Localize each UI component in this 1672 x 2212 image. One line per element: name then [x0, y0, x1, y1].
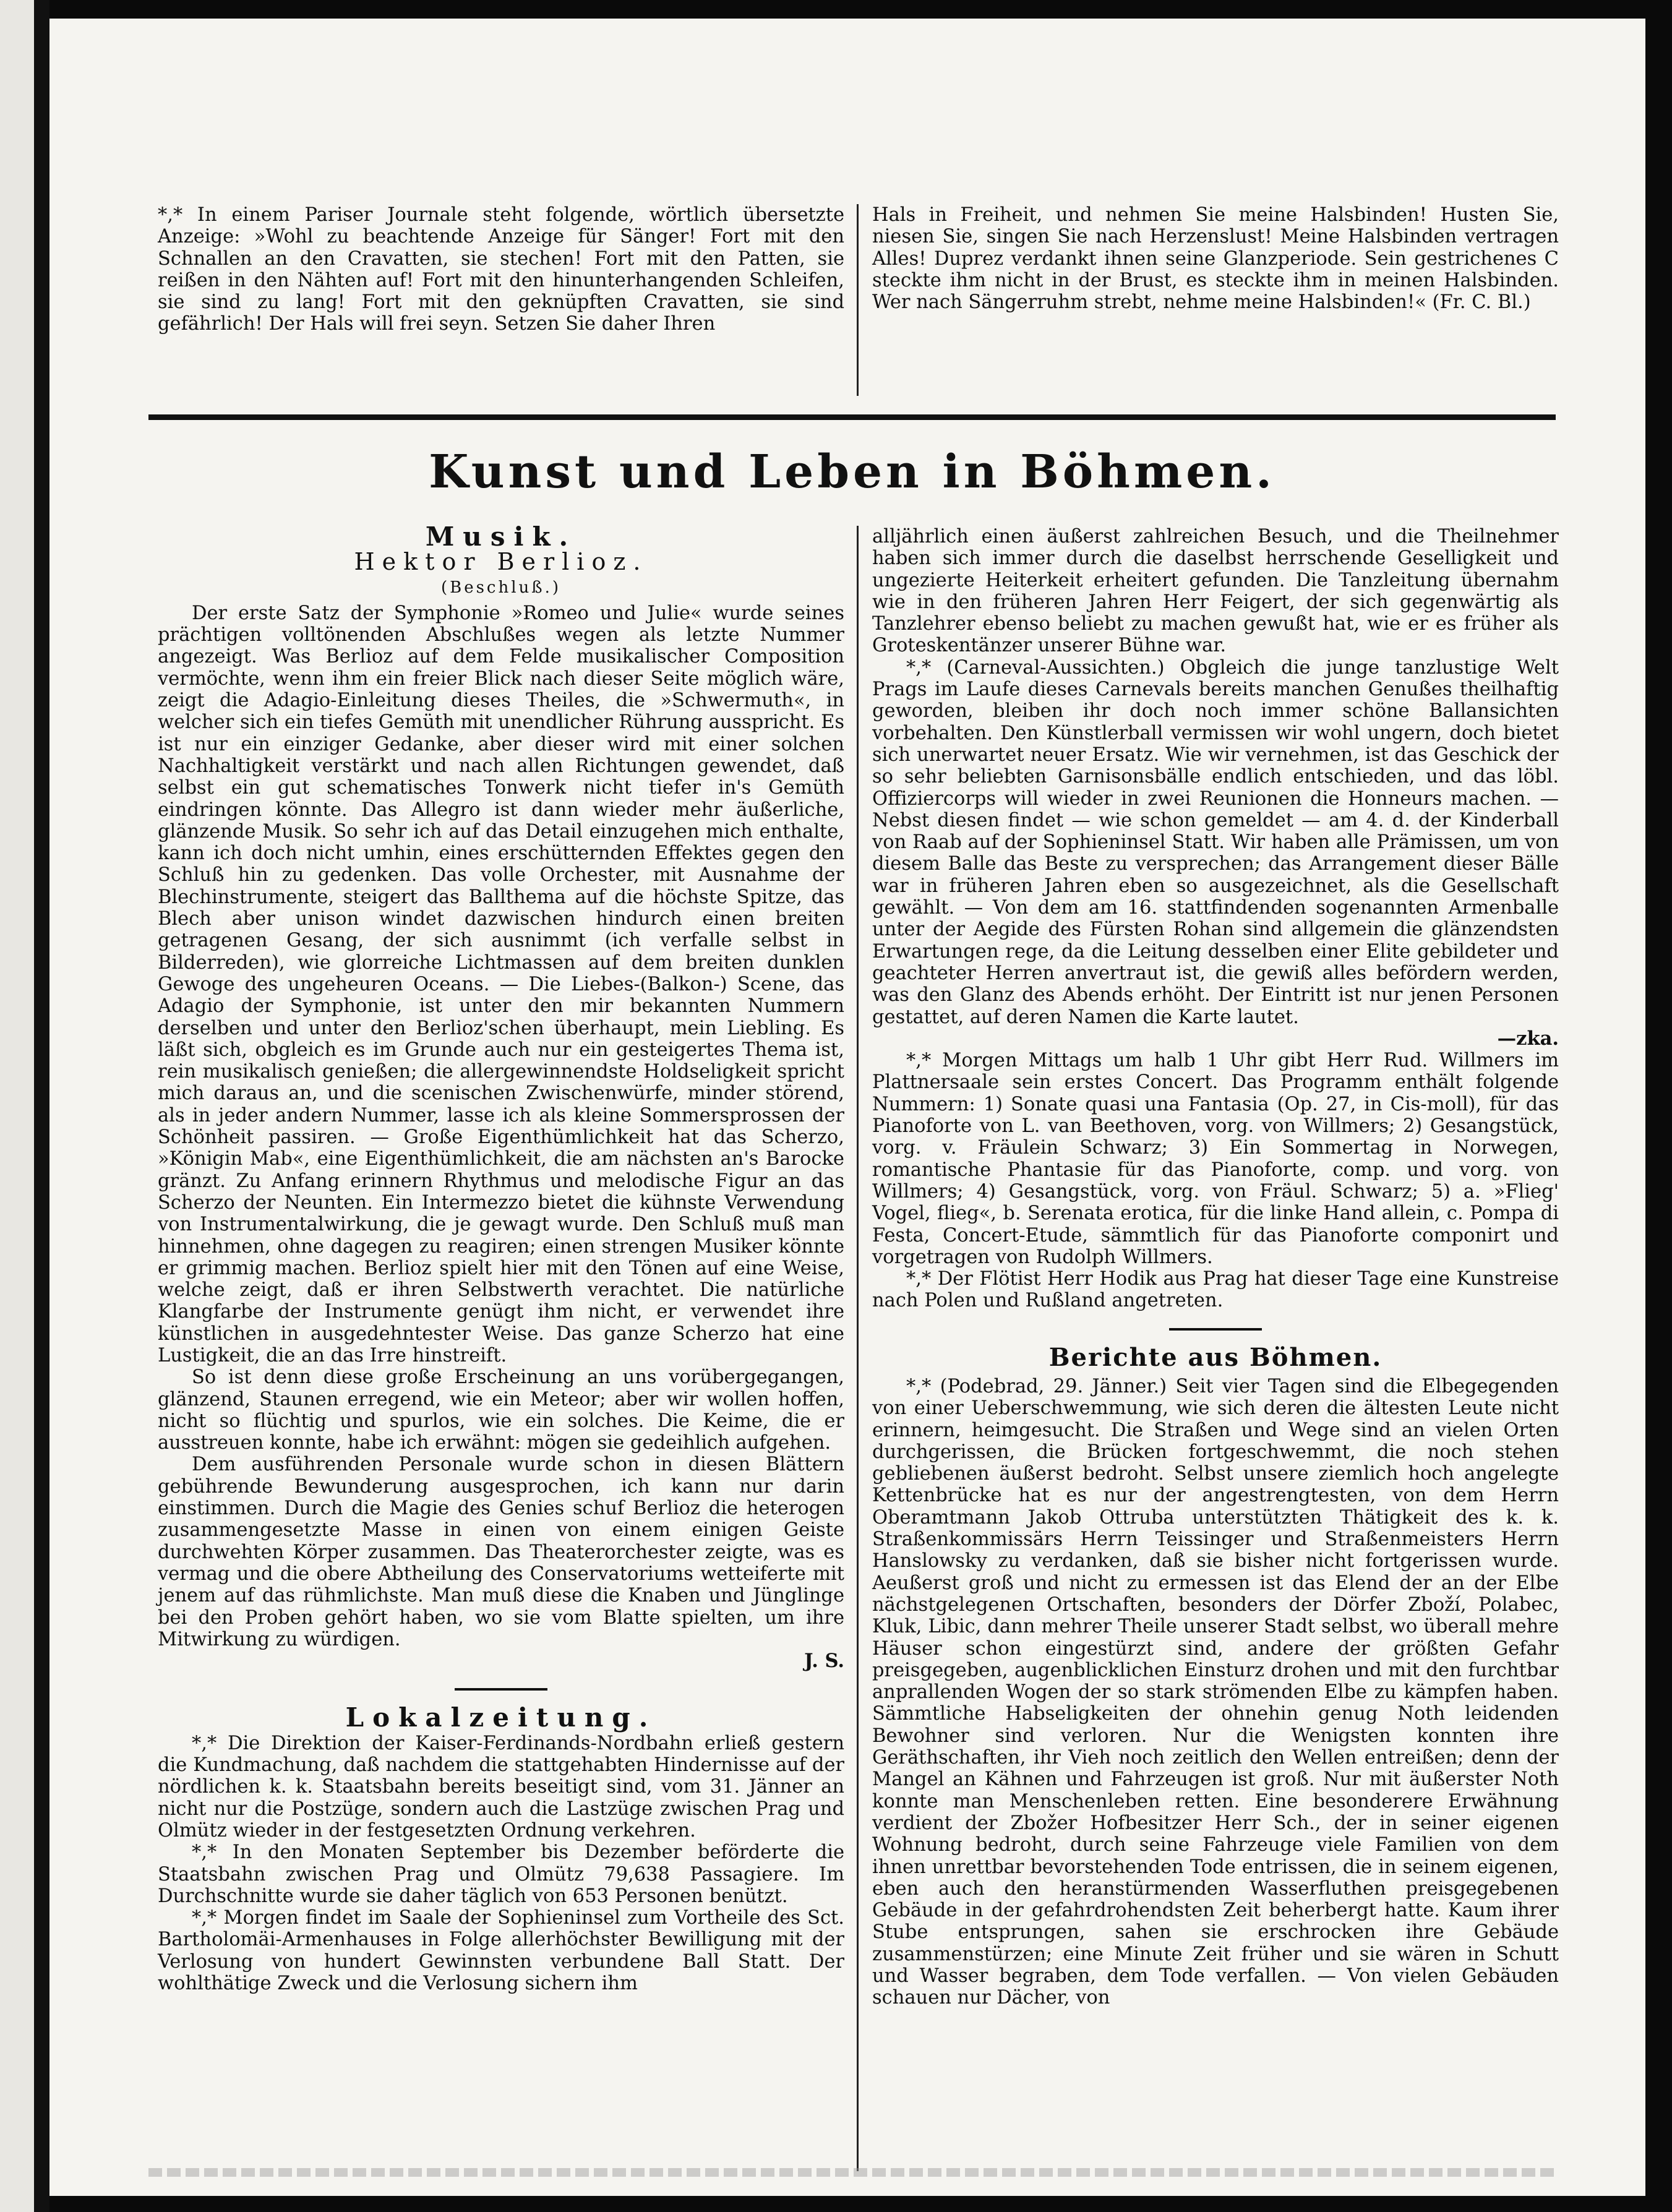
right-page-edge [1645, 0, 1672, 2212]
lokal-paragraph: *,* Morgen findet im Saale der Sophieninsel zum Vortheile des Sct. Bartholomäi-Armenhauses in Folge allerhöchster Bewilligung mit der Verlosung von hundert Gewinnsten verbundene Ball Statt. Der wohlthätige Zweck und die Verlosung sichern ihm [158, 1907, 844, 1994]
musik-paragraph: Dem ausführenden Personale wurde schon in diesen Blättern gebührende Bewunderung ausgesprochen, ich kann nur darin einstimmen. Durch die Magie des Genies schuf Berlioz die heterogen zusammengesetzte Masse in einen von einem einigen Geiste durchwehten Körper zusammen. Das Theaterorchester zeigte, was es vermag und die obere Abtheilung des Conservatoriums wetteiferte mit jenem auf das rühmlichste. Man muß diese die Knaben und Jünglinge bei den Proben gehört haben, wo sie vom Blatte spielten, um ihre Mitwirkung zu würdigen. [158, 1454, 844, 1650]
berichte-heading: Berichte aus Böhmen. [1048, 1342, 1383, 1372]
short-divider [1169, 1328, 1262, 1331]
musik-continuation-note: (Beschluß.) [440, 578, 562, 597]
bottom-bleed-through [148, 2168, 1556, 2177]
berichte-paragraph: *,* (Podebrad, 29. Jänner.) Seit vier Tagen sind die Elbegegenden von einer Ueberschwemmung, wie sich deren die ältesten Leute nicht erinnern, heimgesucht. Die Straßen und Wege sind an vielen Orten durchgerissen, die Brücken fortgeschwemmt, die noch stehen gebliebenen äußerst bedroht. Selbst unsere ziemlich hoch angelegte Kettenbrücke hat es nur der angestrengtesten, von dem Herrn Oberamtmann Jakob Ottruba unterstützten Thätigkeit des k. k. Straßenkommissärs Herrn Teissinger und Straßenmeisters Herrn Hanslowsky zu verdanken, daß sie bisher nicht fortgerissen wurde. Aeußerst groß und nicht zu ermessen ist das Elend der an der Elbe nächstgelegenen Ortschaften, besonders der Dörfer Zboží, Polabec, Kluk, Libic, dann mehrer Theile unserer Stadt selbst, wo überall mehre Häuser schon eingestürzt sind, andere der größten Gefahr preisgegeben, augenblicklichen Einsturz drohen und mit den furchtbar anprallenden Wogen der so stark strömenden Elbe zu kämpfen haben. Sämmtliche Habseligkeiten der ohnehin genug Noth leidenden Bewohner sind verloren. Nur die Wenigsten konnten ihre Geräthschaften, ihr Vieh noch zeitlich den Wellen entreißen; denn der Mangel an Kähnen und Fahrzeugen ist groß. Nur mit äußerster Noth konnte man Menschenleben retten. Eine besonderere Erwähnung verdient der Zbožer Hofbesitzer Herr Sch., der in seiner eigenen Wohnung bedroht, durch seine Fahrzeuge viele Familien von dem ihnen unrettbar bevorstehenden Tode entrissen, die in seinem eigenen, eben auch den heranstürmenden Wasserfluthen preisgegebenen Gebäude in der gefahrdrohendsten Zeit beherbergt hatte. Kaum ihrer Stube entsprungen, sahen sie erschrocken ihre Gebäude zusammenstürzen; eine Minute Zeit früher und sie wären in Schutt und Wasser begraben, dem Tode verfallen. — Von vielen Gebäuden schauen nur Dächer, von [872, 1375, 1559, 2009]
column-divider [857, 526, 859, 2171]
top-notice-right [872, 204, 1559, 313]
right-paragraph: *,* Morgen Mittags um halb 1 Uhr gibt Herr Rud. Willmers im Plattnersaale sein erstes Concert. Das Programm enthält folgende Nummern: 1) Sonate quasi una Fantasia (Op. 27, in Cis-moll), für das Pianoforte von L. van Beethoven, vorg. von Willmers; 2) Gesangstück, vorg. v. Fräulein Schwarz; 3) Ein Sommertag in Norwegen, romantische Phantasie für das Pianoforte, comp. und vorg. von Willmers; 4) Gesangstück, vorg. von Fräul. Schwarz; 5) a. »Flieg' Vogel, flieg«, b. Serenata erotica, für die linke Hand allein, c. Pompa di Festa, Concert-Etude, sämmtlich für das Pianoforte componirt und vorgetragen von Rudolph Willmers. [872, 1050, 1559, 1268]
top-column-divider [857, 204, 859, 396]
top-notice-left [158, 204, 844, 335]
short-divider [455, 1688, 547, 1691]
top-notice-right-text: Hals in Freiheit, und nehmen Sie meine Halsbinden! Husten Sie, niesen Sie, singen Sie nach Herzenslust! Meine Halsbinden vertragen Alles! Duprez verdankt ihnen seine Glanzperiode. Sein gestrichenes C steckte ihm nicht in der Brust, es steckte ihm in meinen Halsbinden. Wer nach Sängerruhm strebt, nehme meine Halsbinden!« (Fr. C. Bl.) [872, 204, 1559, 314]
previous-page-edge [0, 0, 34, 2212]
right-paragraph: alljährlich einen äußerst zahlreichen Besuch, und die Theilnehmer haben sich immer durch die daselbst herrschende Geselligkeit und ungezierte Heiterkeit erheitert gefunden. Die Tanzleitung übernahm wie in den früheren Jahren Herr Feigert, der sich gegenwärtig als Tanzlehrer ebenso beliebt zu machen gewußt hat, wie er es früher als Groteskentänzer unserer Bühne war. [872, 526, 1559, 657]
left-column [158, 521, 844, 1994]
lokal-paragraph: *,* In den Monaten September bis Dezember beförderte die Staatsbahn zwischen Prag und Olmütz 79,638 Passagiere. Im Durchschnitte wurde sie daher täglich von 653 Personen benützt. [158, 1841, 844, 1907]
section-rule [148, 414, 1556, 420]
right-column [872, 526, 1559, 2009]
right-paragraph: *,* (Carneval-Aussichten.) Obgleich die junge tanzlustige Welt Prags im Laufe dieses Carnevals bereits manchen Genußes theilhaftig geworden, bleiben ihr doch noch immer schöne Ballansichten vorbehalten. Den Künstlerball vermissen wir wohl ungern, doch bietet sich unerwartet neuer Ersatz. Wie wir vernehmen, ist das Geschick der so sehr beliebten Garnisonsbälle endlich entschieden, und das löbl. Offiziercorps will wieder in zwei Reunionen die Honneurs machen. — Nebst diesen findet — wie schon gemeldet — am 4. d. der Kinderball von Raab auf der Sophieninsel Statt. Wir haben alle Prämissen, um von diesem Balle das Beste zu versprechen; das Arrangement dieser Bälle war in früheren Jahren eben so ausgezeichnet, als die Gesellschaft gewählt. — Von dem am 16. stattfindenden sogenannten Armenballe unter der Aegide des Fürsten Rohan sind allgemein die glänzendsten Erwartungen rege, da die Leitung desselben einer Elite gebildeter und geachteter Herren anvertraut ist, die gewiß alles befördern werden, was den Glanz des Abends erhöht. Der Eintritt ist nur jenen Personen gestattet, auf deren Namen die Karte lautet. [872, 656, 1559, 1028]
right-signature: —zka. [1497, 1027, 1559, 1050]
top-notice-left-text: *,* In einem Pariser Journale steht folgende, wörtlich übersetzte Anzeige: »Wohl zu beachtende Anzeige für Sänger! Fort mit den Schnallen an den Cravatten, sie stechen! Fort mit den Patten, sie reißen in den Nähten auf! Fort mit den hinunterhangenden Schleifen, sie sind zu lang! Fort mit den geknüpften Cravatten, sie sind gefährlich! Der Hals will frei seyn. Setzen Sie daher Ihren [158, 204, 844, 335]
lokal-heading: Lokalzeitung. [345, 1702, 657, 1733]
musik-paragraph: Der erste Satz der Symphonie »Romeo und Julie« wurde seines prächtigen volltönenden Abschlußes wegen als letzte Nummer angezeigt. Was Berlioz auf dem Felde musikalischer Composition vermöchte, wenn ihm ein freier Blick nach dieser Seite möglich wäre, zeigt die Adagio-Einleitung dieses Theiles, die »Schwermuth«, in welcher sich ein tiefes Gemüth mit unendlicher Rührung ausspricht. Es ist nur ein einziger Gedanke, aber dieser wird mit einer solchen Nachhaltigkeit verstärkt und nach allen Richtungen gewendet, daß selbst ein gut schematisches Tonwerk nicht tiefer in's Gemüth eindringen könnte. Das Allegro ist dann wieder mehr äußerliche, glänzende Musik. So sehr ich auf das Detail einzugehen mich enthalte, kann ich doch nicht umhin, eines erschütternden Effektes gegen den Schluß hin zu gedenken. Das volle Orchester, mit Ausnahme der Blechinstrumente, steigert das Ballthema auf die höchste Spitze, das Blech aber unison windet dazwischen hindurch einen breiten getragenen Gesang, der sich ausnimmt (ich verfalle selbst in Bilderreden), wie glorreiche Lichtmassen auf dem breiten dunklen Gewoge des ungeheuren Oceans. — Die Liebes-(Balkon-) Scene, das Adagio der Symphonie, ist unter den mir bekannten Nummern derselben und unter den Berlioz'schen überhaupt, mein Liebling. Es läßt sich, obgleich es im Grunde auch nur ein gesteigertes Thema ist, rein musikalisch genießen; die allergewinnendste Holdseligkeit spricht mich daraus an, und die scenischen Zwischenwürfe, minder störend, als in jeder andern Nummer, lasse ich als kleine Sommersprossen der Schönheit passiren. — Große Eigenthümlichkeit hat das Scherzo, »Königin Mab«, eine Eigenthümlichkeit, die am nächsten an's Barocke gränzt. Zu Anfang erinnern Rhythmus und melodische Figur an das Scherzo der Neunten. Ein Intermezzo bietet die kühnste Verwendung von Instrumentalwirkung, die je gewagt wurde. Den Schluß muß man hinnehmen, ohne dagegen zu reagiren; einen strengen Musiker könnte er grimmig machen. Berlioz spielt hier mit den Tönen auf eine Weise, welche zeigt, daß er ihren Selbstwerth verachtet. Die natürliche Klangfarbe der Instrumente genügt ihm nicht, er verwendet ihre künstlichen in ausgedehntester Weise. Das ganze Scherzo hat eine Lustigkeit, die an das Irre hinstreift. [158, 602, 844, 1366]
lokal-paragraph: *,* Die Direktion der Kaiser-Ferdinands-Nordbahn erließ gestern die Kundmachung, daß nachdem die stattgehabten Hindernisse auf der nördlichen k. k. Staatsbahn bereits beseitigt sind, vom 31. Jänner an nicht nur die Postzüge, sondern auch die Lastzüge zwischen Prag und Olmütz wieder in der festgesetzten Ordnung verkehren. [158, 1732, 844, 1841]
section-title: Kunst und Leben in Böhmen. [429, 445, 1275, 499]
musik-signature: J. S. [804, 1650, 844, 1673]
newspaper-page [49, 19, 1645, 2196]
musik-heading: Musik. [425, 521, 577, 552]
musik-subheading: Hektor Berlioz. [354, 548, 648, 576]
right-paragraph: *,* Der Flötist Herr Hodik aus Prag hat dieser Tage eine Kunstreise nach Polen und Rußland angetreten. [872, 1268, 1559, 1312]
musik-paragraph: So ist denn diese große Erscheinung an uns vorübergegangen, glänzend, Staunen erregend, wie ein Meteor; aber wir wollen hoffen, nicht so flüchtig und spurlos, wie ein solches. Die Keime, die er ausstreuen konnte, habe ich erwähnt: mögen sie gedeihlich aufgehen. [158, 1366, 844, 1454]
